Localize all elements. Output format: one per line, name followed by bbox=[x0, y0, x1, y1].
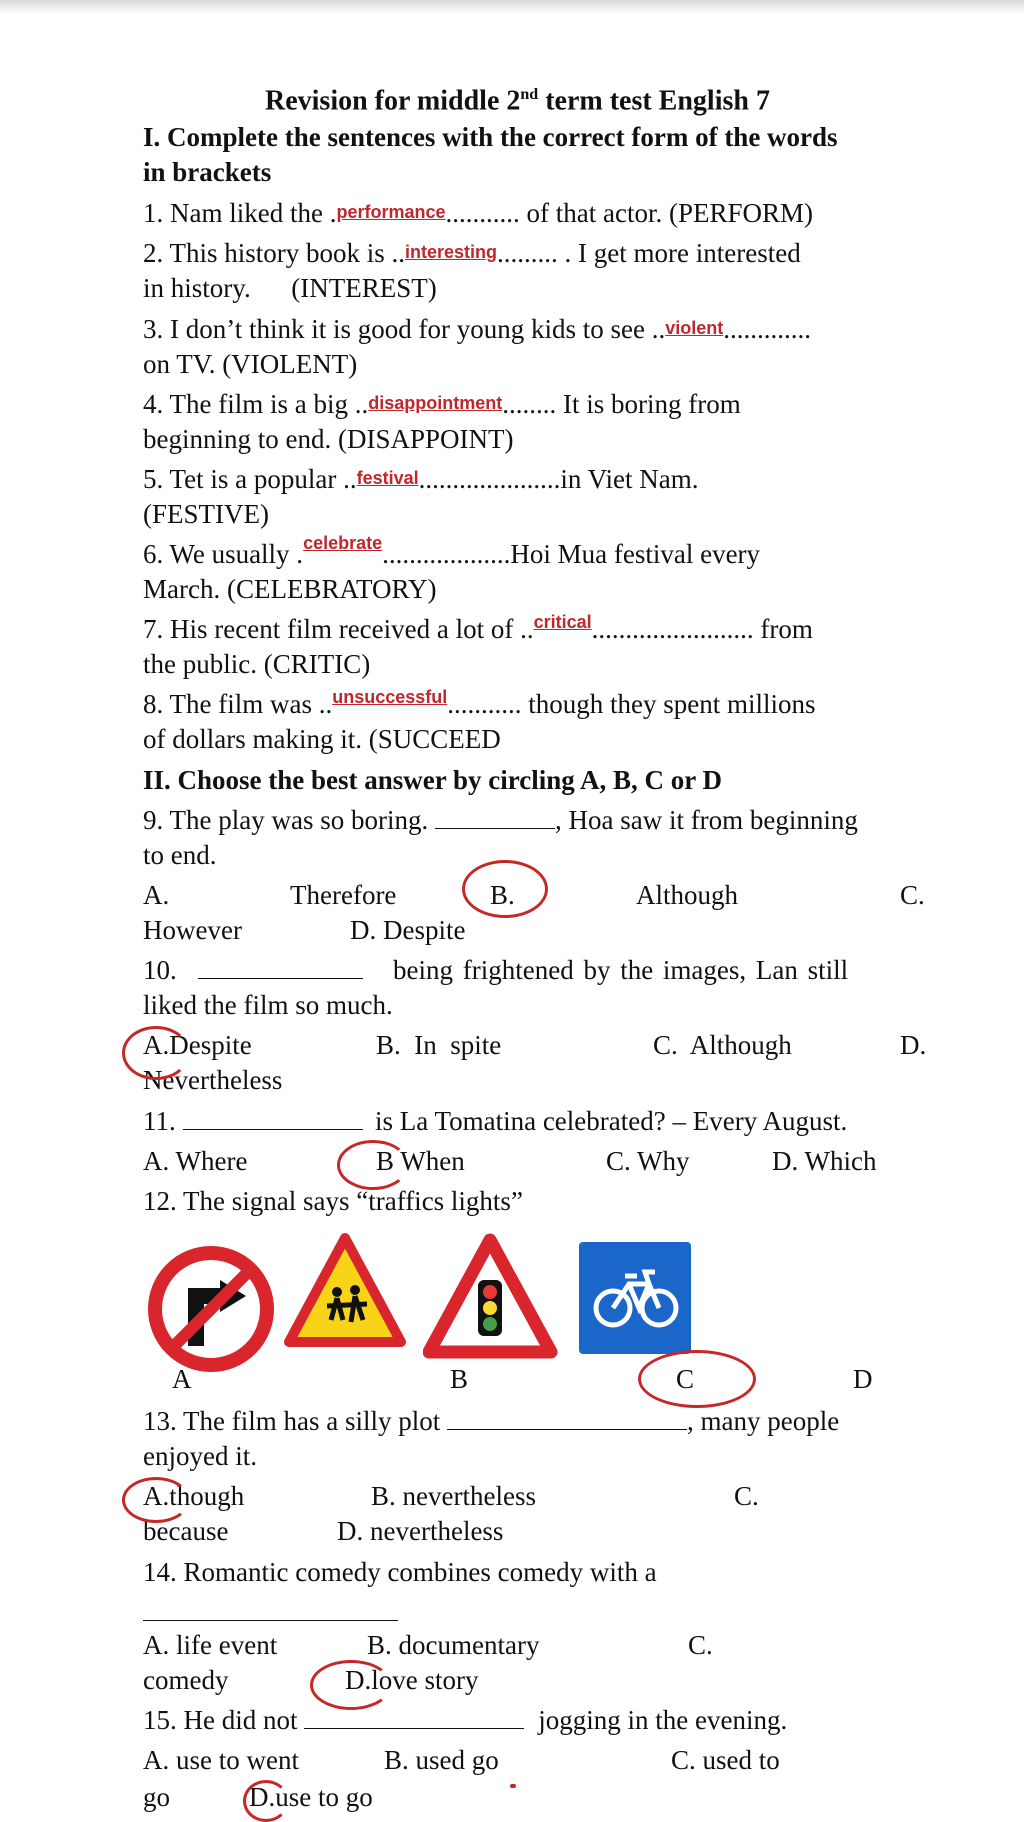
q15-option-c[interactable]: C. used to bbox=[671, 1745, 780, 1775]
q10-option-c[interactable]: C. Although bbox=[653, 1030, 792, 1060]
q14-option-b[interactable]: B. documentary bbox=[367, 1630, 540, 1660]
answer-6: celebrate bbox=[303, 533, 383, 553]
question-4-cont: beginning to end. (DISAPPOINT) bbox=[143, 424, 514, 454]
section1-heading: I. Complete the sentences with the correct form of the words bbox=[143, 122, 838, 152]
q14-option-a[interactable]: A. life event bbox=[143, 1630, 278, 1660]
q10-option-d-text: Nevertheless bbox=[143, 1065, 283, 1095]
question-12: 12. The signal says “traffics lights” bbox=[143, 1186, 523, 1216]
children-crossing-sign-icon bbox=[283, 1230, 408, 1355]
answer-7: critical bbox=[533, 612, 592, 632]
question-8-cont: of dollars making it. (SUCCEED bbox=[143, 724, 501, 754]
question-3-cont: on TV. (VIOLENT) bbox=[143, 349, 358, 379]
answer-3: violent bbox=[665, 318, 724, 338]
no-right-turn-sign-icon bbox=[146, 1244, 276, 1374]
q13-option-d[interactable]: D. nevertheless bbox=[337, 1516, 504, 1546]
answer-1: performance bbox=[336, 202, 446, 222]
q11-option-d[interactable]: D. Which bbox=[772, 1146, 877, 1176]
answer-5: festival bbox=[356, 468, 419, 488]
question-9: 9. The play was so boring. , Hoa saw it from beginning bbox=[143, 805, 858, 835]
q13-option-c-text: because bbox=[143, 1516, 229, 1546]
question-13-cont: enjoyed it. bbox=[143, 1441, 257, 1471]
q13-option-b[interactable]: B. nevertheless bbox=[371, 1481, 536, 1511]
q15-option-d[interactable]: D.use to go bbox=[249, 1782, 373, 1812]
q15-option-c-text: go bbox=[143, 1782, 170, 1812]
q13-option-a[interactable]: A.though bbox=[143, 1481, 245, 1511]
q11-option-b[interactable]: B When bbox=[376, 1146, 465, 1176]
question-13: 13. The film has a silly plot , many people bbox=[143, 1406, 840, 1436]
question-10-text: being frightened by the images, Lan still bbox=[393, 955, 849, 985]
q13-answer-circle bbox=[122, 1477, 190, 1523]
bicycle-sign-icon bbox=[579, 1242, 691, 1354]
page-title: Revision for middle 2nd term test English 7 bbox=[265, 85, 770, 117]
section2-heading: II. Choose the best answer by circling A, B, C or D bbox=[143, 765, 723, 795]
q12-answer-circle bbox=[638, 1350, 756, 1408]
q10-option-d[interactable]: D. bbox=[900, 1030, 927, 1060]
question-14: 14. Romantic comedy combines comedy with a bbox=[143, 1557, 657, 1587]
question-10-cont: liked the film so much. bbox=[143, 990, 393, 1020]
q11-option-c[interactable]: C. Why bbox=[606, 1146, 690, 1176]
q14-option-c[interactable]: C. bbox=[688, 1630, 713, 1660]
q10-answer-circle bbox=[122, 1026, 190, 1080]
q10-option-b[interactable]: B. In spite bbox=[376, 1030, 502, 1060]
q15-answer-circle bbox=[243, 1780, 289, 1822]
question-4: 4. The film is a big ..disappointment........ It is boring from bbox=[143, 389, 741, 419]
question-5-cont: (FESTIVE) bbox=[143, 499, 269, 529]
q11-option-a[interactable]: A. Where bbox=[143, 1146, 248, 1176]
question-7-cont: the public. (CRITIC) bbox=[143, 649, 371, 679]
question-5: 5. Tet is a popular ..festival.....................in Viet Nam. bbox=[143, 464, 699, 494]
q14-option-d[interactable]: D.love story bbox=[345, 1665, 479, 1695]
question-10: 10. bbox=[143, 953, 363, 987]
q12-label-b[interactable]: B bbox=[450, 1364, 469, 1394]
question-14-blank bbox=[143, 1620, 398, 1621]
question-6: 6. We usually .$^{celebrate}$...................Hoi Mua festival every bbox=[143, 533, 761, 569]
question-6-cont: March. (CELEBRATORY) bbox=[143, 574, 437, 604]
question-3: 3. I don’t think it is good for young kids to see ..violent............. bbox=[143, 314, 811, 344]
q9-option-a[interactable]: A. bbox=[143, 880, 170, 910]
section1-heading-cont: in brackets bbox=[143, 157, 272, 187]
q12-label-d[interactable]: D bbox=[853, 1364, 873, 1394]
top-shadow bbox=[0, 0, 1024, 14]
question-2-cont: in history. (INTEREST) bbox=[143, 273, 437, 303]
q12-label-c[interactable]: C bbox=[676, 1364, 695, 1394]
question-7: 7. His recent film received a lot of ..$^{critical}$........................ from bbox=[143, 612, 813, 644]
q10-option-a[interactable]: A.Despite bbox=[143, 1030, 252, 1060]
answer-8: unsuccessful bbox=[332, 687, 448, 707]
q15-option-b[interactable]: B. used go bbox=[384, 1745, 499, 1775]
q9-answer-circle bbox=[462, 860, 548, 918]
q13-option-c[interactable]: C. bbox=[734, 1481, 759, 1511]
traffic-light-sign-icon bbox=[423, 1232, 558, 1362]
question-2: 2. This history book is ..interesting......... . I get more interested bbox=[143, 238, 801, 268]
q12-label-a[interactable]: A bbox=[172, 1364, 192, 1394]
answer-4: disappointment bbox=[368, 393, 503, 413]
q11-answer-circle bbox=[337, 1140, 409, 1190]
answer-2: interesting bbox=[405, 242, 498, 262]
q9-option-b-text: Although bbox=[636, 880, 739, 910]
question-11: 11. bbox=[143, 1104, 363, 1138]
q9-option-b[interactable]: B. bbox=[490, 880, 515, 910]
q9-option-c-text: However bbox=[143, 915, 242, 945]
q9-option-d[interactable]: D. Despite bbox=[350, 915, 466, 945]
q14-option-c-text: comedy bbox=[143, 1665, 229, 1695]
q9-option-c[interactable]: C. bbox=[900, 880, 925, 910]
question-1: 1. Nam liked the .performance........... of that actor. (PERFORM) bbox=[143, 198, 813, 228]
question-8: 8. The film was ..$^{unsuccessful}$........... though they spent millions bbox=[143, 687, 816, 719]
q15-option-a[interactable]: A. use to went bbox=[143, 1745, 299, 1775]
question-15: 15. He did not jogging in the evening. bbox=[143, 1705, 788, 1735]
question-9-cont: to end. bbox=[143, 840, 217, 870]
q9-option-a-text: Therefore bbox=[290, 880, 397, 910]
question-11-text: is La Tomatina celebrated? – Every August. bbox=[375, 1106, 848, 1136]
red-ink-mark bbox=[510, 1784, 516, 1788]
